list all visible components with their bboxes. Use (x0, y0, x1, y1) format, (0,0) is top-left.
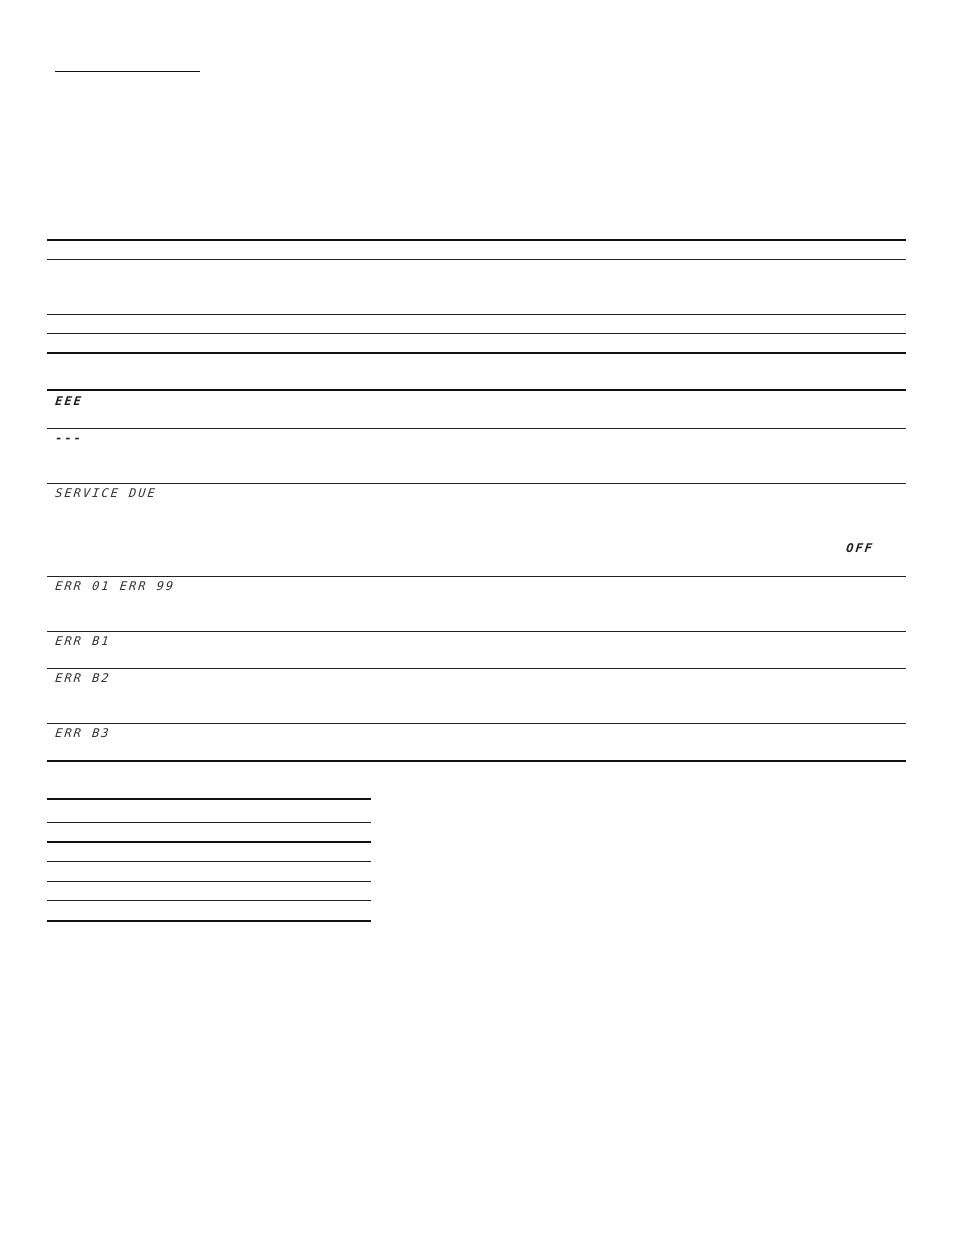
display-code-err-b3: ERR B3 (54, 726, 112, 740)
display-code-err-b2: ERR B2 (54, 671, 112, 685)
small-table-rule (47, 861, 371, 862)
main-table-rule (47, 314, 906, 315)
display-code-eee: EEE (54, 394, 84, 408)
main-table-top-rule (47, 239, 906, 241)
display-code-service-due: SERVICE DUE (54, 486, 158, 500)
main-table-header-rule (47, 389, 906, 391)
main-table-rule (47, 333, 906, 334)
small-table-bottom-rule (47, 920, 371, 922)
section-heading-underline (55, 71, 200, 72)
display-code-err-range: ERR 01 ERR 99 (54, 579, 176, 593)
main-table-rule (47, 352, 906, 354)
small-table-top-rule (47, 798, 371, 800)
display-code-dashes: --- (54, 431, 84, 445)
small-table-rule (47, 841, 371, 843)
main-table-row-divider (47, 668, 906, 669)
main-table-row-divider (47, 428, 906, 429)
main-table-row-divider (47, 631, 906, 632)
main-table-bottom-rule (47, 760, 906, 762)
main-table-row-divider (47, 576, 906, 577)
display-code-off: OFF (845, 541, 875, 555)
small-table-rule (47, 881, 371, 882)
main-table-row-divider (47, 723, 906, 724)
small-table-rule (47, 900, 371, 901)
main-table-rule (47, 259, 906, 260)
main-table-row-divider (47, 483, 906, 484)
display-code-err-b1: ERR B1 (54, 634, 112, 648)
small-table-rule (47, 822, 371, 823)
